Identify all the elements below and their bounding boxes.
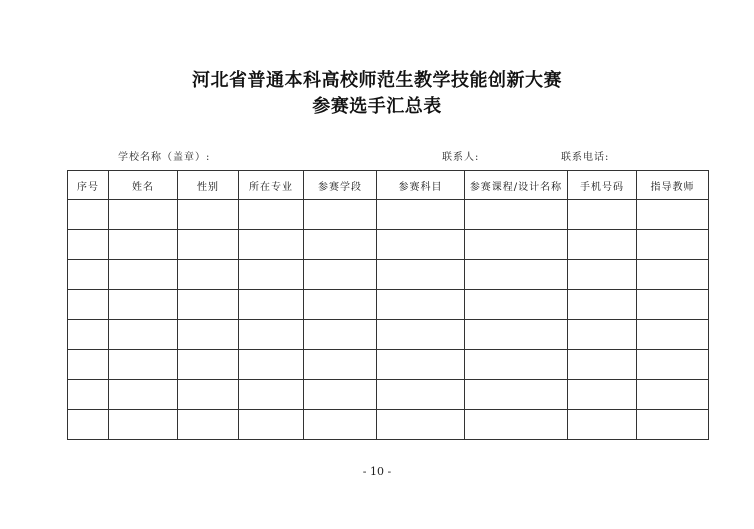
table-cell[interactable] [637,230,709,260]
table-cell[interactable] [109,410,178,440]
document-title: 河北省普通本科高校师范生教学技能创新大赛 [192,70,562,91]
table-cell[interactable] [465,380,568,410]
table-cell[interactable] [239,200,304,230]
header-advisor: 指导教师 [637,171,709,200]
table-cell[interactable] [68,320,109,350]
header-major: 所在专业 [239,171,304,200]
header-course-design: 参赛课程/设计名称 [465,171,568,200]
table-cell[interactable] [109,200,178,230]
header-index: 序号 [68,171,109,200]
table-cell[interactable] [568,410,637,440]
table-row [68,200,709,230]
header-subject: 参赛科目 [377,171,465,200]
table-cell[interactable] [637,320,709,350]
table-cell[interactable] [568,200,637,230]
table-cell[interactable] [178,380,239,410]
table-cell[interactable] [568,350,637,380]
table-cell[interactable] [377,290,465,320]
table-cell[interactable] [377,260,465,290]
table-cell[interactable] [304,290,377,320]
table-cell[interactable] [239,410,304,440]
participants-table [67,170,709,440]
table-cell[interactable] [178,350,239,380]
table-row [68,230,709,260]
table-cell[interactable] [637,260,709,290]
table-cell[interactable] [178,230,239,260]
header-name: 姓名 [109,171,178,200]
page-number: - 10 - [362,465,392,478]
table-cell[interactable] [178,290,239,320]
table-cell[interactable] [68,350,109,380]
table-cell[interactable] [568,320,637,350]
table-cell[interactable] [68,260,109,290]
table-cell[interactable] [304,200,377,230]
table-cell[interactable] [109,290,178,320]
table-cell[interactable] [178,410,239,440]
table-cell[interactable] [178,260,239,290]
table-cell[interactable] [377,410,465,440]
table-cell[interactable] [568,380,637,410]
table-row [68,350,709,380]
table-cell[interactable] [637,380,709,410]
table-cell[interactable] [377,380,465,410]
table-cell[interactable] [568,230,637,260]
table-cell[interactable] [637,290,709,320]
contact-phone-label: 联系电话: [561,152,610,163]
table-cell[interactable] [109,350,178,380]
table-cell[interactable] [178,200,239,230]
table-cell[interactable] [304,230,377,260]
table-cell[interactable] [68,380,109,410]
table-cell[interactable] [304,320,377,350]
table-cell[interactable] [68,230,109,260]
table-cell[interactable] [239,230,304,260]
header-gender: 性别 [178,171,239,200]
table-cell[interactable] [304,350,377,380]
table-cell[interactable] [109,230,178,260]
table-cell[interactable] [568,290,637,320]
table-cell[interactable] [465,200,568,230]
table-cell[interactable] [377,200,465,230]
table-cell[interactable] [465,320,568,350]
table-cell[interactable] [465,260,568,290]
header-school-stage: 参赛学段 [304,171,377,200]
table-cell[interactable] [68,410,109,440]
table-cell[interactable] [377,320,465,350]
document-subtitle: 参赛选手汇总表 [312,96,442,117]
table-cell[interactable] [465,290,568,320]
table-cell[interactable] [304,410,377,440]
table-cell[interactable] [68,200,109,230]
table-cell[interactable] [568,260,637,290]
table-cell[interactable] [109,320,178,350]
table-row [68,320,709,350]
table-cell[interactable] [637,200,709,230]
table-header-row [68,171,709,200]
contact-person-label: 联系人: [442,152,480,163]
table-row [68,290,709,320]
table-cell[interactable] [239,380,304,410]
table-cell[interactable] [109,380,178,410]
table-cell[interactable] [239,350,304,380]
table-cell[interactable] [637,350,709,380]
table-cell[interactable] [304,260,377,290]
table-row [68,260,709,290]
table-cell[interactable] [68,290,109,320]
table-cell[interactable] [239,320,304,350]
header-phone: 手机号码 [568,171,637,200]
table-cell[interactable] [377,350,465,380]
table-cell[interactable] [304,380,377,410]
table-cell[interactable] [377,230,465,260]
school-name-label: 学校名称（盖章）: [118,152,211,163]
table-cell[interactable] [465,230,568,260]
table-cell[interactable] [239,260,304,290]
table-cell[interactable] [465,410,568,440]
table-row [68,410,709,440]
table-cell[interactable] [178,320,239,350]
table-row [68,380,709,410]
table-cell[interactable] [109,260,178,290]
table-cell[interactable] [637,410,709,440]
table-cell[interactable] [239,290,304,320]
table-body [68,200,709,440]
table-cell[interactable] [465,350,568,380]
